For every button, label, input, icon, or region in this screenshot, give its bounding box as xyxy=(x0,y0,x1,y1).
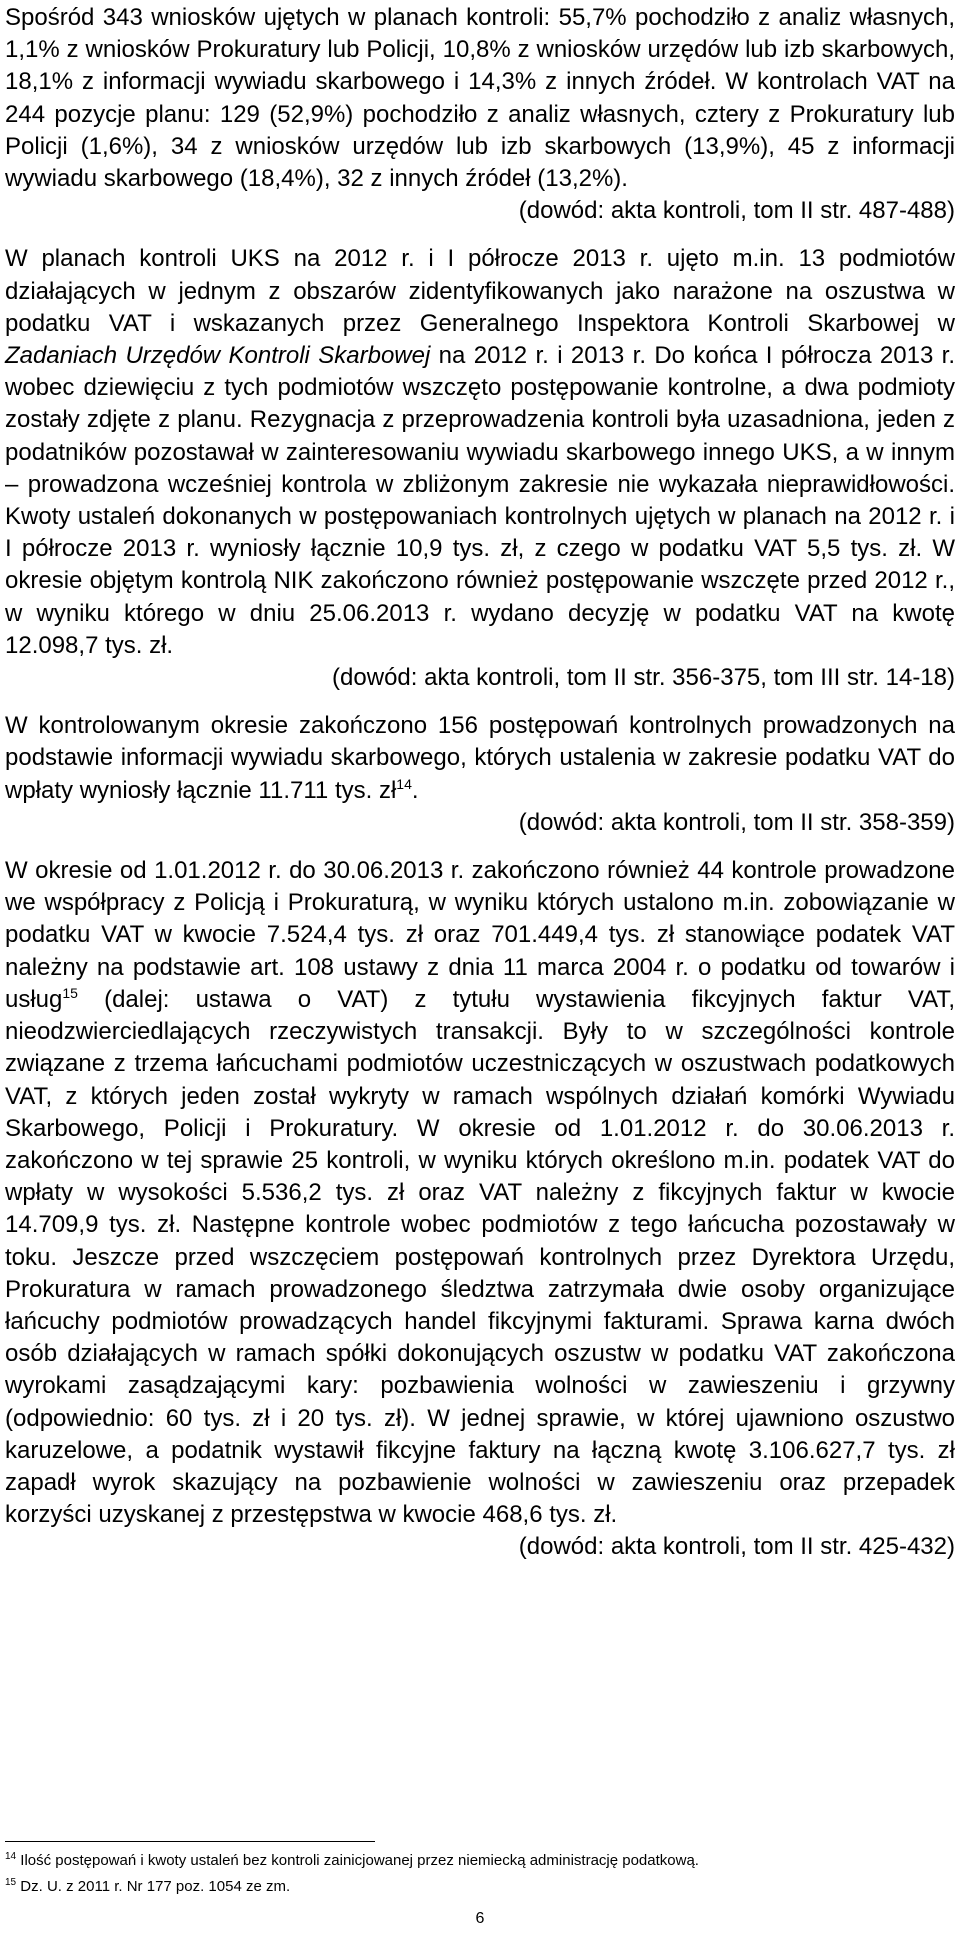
footnote-ref-14[interactable]: 14 xyxy=(396,775,412,792)
evidence-4: (dowód: akta kontroli, tom II str. 425-432) xyxy=(518,1533,955,1561)
footnote-ref-15[interactable]: 15 xyxy=(62,984,78,1001)
page-number: 6 xyxy=(475,1910,485,1927)
paragraph-1-text: Spośród 343 wniosków ujętych w planach kontroli: 55,7% pochodziło z analiz własnych, 1,1% z wniosków Prokuratury lub Policji, 10,8% z wniosków urzędów lub izb skarbowych, 18,1% z informacji wywiadu skarbowego i 14,3% z innych źródeł. W kontrolach VAT na 244 pozycje planu: 129 (52,9%) pochodziło z analiz własnych, cztery z Prokuratury lub Policji (1,6%), 34 z wniosków urzędów lub izb skarbowych (13,9%), 45 z informacji wywiadu skarbowego (18,4%), 32 z innych źródeł (13,2%). xyxy=(5,4,955,193)
evidence-1: (dowód: akta kontroli, tom II str. 487-488) xyxy=(518,197,955,225)
footnote-14-number: 14 xyxy=(5,1851,17,1862)
paragraph-3-text: W kontrolowanym okresie zakończono 156 postępowań kontrolnych prowadzonych na podstawie informacji wywiadu skarbowego, których ustalenia w zakresie podatku VAT do wpłaty wyniosły łącznie 11.711 tys. zł xyxy=(5,712,955,804)
footnote-14 xyxy=(5,1848,955,1874)
paragraph-1 xyxy=(5,2,955,195)
paragraph-2-text-b: na 2012 r. i 2013 r. Do końca I półrocza 2013 r. wobec dziewięciu z tych podmiotów wszczęto postępowanie kontrolne, a dwa podmioty zostały zdjęte z planu. Rezygnacja z przeprowadzenia kontroli była uzasadniona, jeden z podatników pozostawał w zainteresowaniu wywiadu skarbowego innego UKS, a w innym – prowadzona wcześniej kontrola w zbliżonym zakresie nie wykazała nieprawidłowości. Kwoty ustaleń dokonanych w postępowaniach kontrolnych ujętych w planach na 2012 r. i I półrocze 2013 r. wyniosły łącznie 10,9 tys. zł, z czego w podatku VAT 5,5 tys. zł. W okresie objętym kontrolą NIK zakończono również postępowanie wszczęte przed 2012 r., w wyniku którego w dniu 25.06.2013 r. wydano decyzję w podatku VAT na kwotę 12.098,7 tys. zł. xyxy=(5,342,956,659)
evidence-2: (dowód: akta kontroli, tom II str. 356-375, tom III str. 14-18) xyxy=(332,664,955,692)
paragraph-3 xyxy=(5,710,955,807)
footnote-separator xyxy=(5,1841,375,1842)
paragraph-2-text-a: W planach kontroli UKS na 2012 r. i I półrocze 2013 r. ujęto m.in. 13 podmiotów działających w jednym z obszarów zidentyfikowanych jako narażone na oszustwa w podatku VAT i wskazanych przez Generalnego Inspektora Kontroli Skarbowej w xyxy=(5,245,955,337)
paragraph-3-text-end: . xyxy=(411,776,419,804)
footnotes xyxy=(5,1848,955,1900)
footnote-14-text: Ilość postępowań i kwoty ustaleń bez kontroli zainicjowanej przez niemiecką administrację podatkową. xyxy=(20,1852,699,1869)
paragraph-4-text-b: (dalej: ustawa o VAT) z tytułu wystawienia fikcyjnych faktur VAT, nieodzwierciedlających rzeczywistych transakcji. Były to w szczególności kontrole związane z trzema łańcuchami podmiotów uczestniczących w oszustwach podatkowych VAT, z których jeden został wykryty w ramach wspólnych działań komórki Wywiadu Skarbowego, Policji i Prokuratury. W okresie od 1.01.2012 r. do 30.06.2013 r. zakończono w tej sprawie 25 kontroli, w wyniku których określono m.in. podatek VAT do wpłaty w wysokości 5.536,2 tys. zł oraz VAT należny z fikcyjnych faktur w kwocie 14.709,9 tys. zł. Następne kontrole wobec podmiotów z tego łańcucha pozostawały w toku. Jeszcze przed wszczęciem postępowań kontrolnych przez Dyrektora Urzędu, Prokuratura w ramach prowadzonego śledztwa zatrzymała dwie osoby organizujące łańcuchy podmiotów prowadzących handel fikcyjnymi fakturami. Sprawa karna dwóch osób działających w ramach spółki dokonujących oszustw w podatku VAT zakończona wyrokami zasądzającymi kary: pozbawienia wolności w zawieszeniu i grzywny (odpowiednio: 60 tys. zł i 20 tys. zł). W jednej sprawie, w której ujawniono oszustwo karuzelowe, a podatnik wystawił fikcyjne faktury na łączną kwotę 3.106.627,7 tys. zł zapadł wyrok skazujący na pozbawienie wolności w zawieszeniu oraz przepadek korzyści uzyskanej z przestępstwa w kwocie 468,6 tys. zł. xyxy=(5,985,955,1529)
evidence-3: (dowód: akta kontroli, tom II str. 358-359) xyxy=(518,808,955,836)
main-text xyxy=(5,2,955,1564)
paragraph-4-text-a: W okresie od 1.01.2012 r. do 30.06.2013 r. zakończono również 44 kontrole prowadzone we współpracy z Policją i Prokuraturą, w wyniku których ustalono m.in. zobowiązanie w podatku VAT w kwocie 7.524,4 tys. zł oraz 701.449,4 tys. zł stanowiące podatek VAT należny na podstawie art. 108 ustawy z dnia 11 marca 2004 r. o podatku od towarów i usług xyxy=(5,857,955,1013)
paragraph-2 xyxy=(5,243,955,662)
footnote-15 xyxy=(5,1874,955,1900)
paragraph-4 xyxy=(5,855,955,1531)
footnote-15-number: 15 xyxy=(5,1877,17,1888)
paragraph-2-italic-title: Zadaniach Urzędów Kontroli Skarbowej xyxy=(5,342,431,370)
footnote-15-text: Dz. U. z 2011 r. Nr 177 poz. 1054 ze zm. xyxy=(20,1878,291,1895)
